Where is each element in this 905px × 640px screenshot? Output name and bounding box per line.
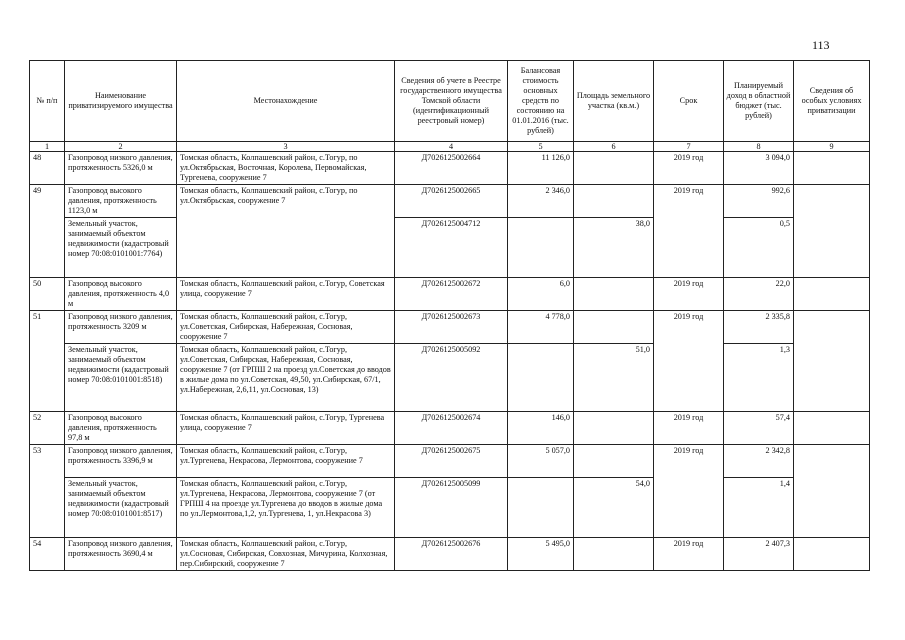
- row-income: 57,4: [724, 412, 794, 445]
- row-area: [574, 412, 654, 445]
- row-location: Томская область, Колпашевский район, с.Тогур, ул.Тургенева, Некрасова, Лермонтова, сооружение 7: [177, 445, 395, 478]
- row-name: Газопровод низкого давления, протяженность 3396,9 м: [65, 445, 177, 478]
- row-num: 53: [30, 445, 65, 538]
- row-registry: Д7026125002673: [395, 311, 508, 344]
- row-term: 2019 год: [654, 152, 724, 185]
- row-area: [574, 311, 654, 344]
- row-registry: Д7026125002675: [395, 445, 508, 478]
- row-num: 51: [30, 311, 65, 412]
- row-area: [574, 152, 654, 185]
- col-number: 9: [794, 142, 870, 152]
- header-num: № п/п: [30, 61, 65, 142]
- row-registry: Д7026125002665: [395, 185, 508, 218]
- row-area: [574, 185, 654, 218]
- header-conditions: Сведения об особых условиях приватизации: [794, 61, 870, 142]
- row-income: 2 407,3: [724, 538, 794, 571]
- header-income: Планируемый доход в областной бюджет (тыс. рублей): [724, 61, 794, 142]
- row-location: Томская область, Колпашевский район, с.Тогур, ул.Тургенева, Некрасова, Лермонтова, сооружение 7 (от ГРПШ 4 на проезде ул.Тургенева до вводов в жилые дома по ул.Лермонтова,1,2, ул.Тургенева, 1, ул.Некрасова 3): [177, 478, 395, 538]
- row-location: Томская область, Колпашевский район, с.Тогур, Тургенева улица, сооружение 7: [177, 412, 395, 445]
- row-conditions: [794, 412, 870, 445]
- row-area: [574, 538, 654, 571]
- row-conditions: [794, 311, 870, 412]
- row-registry: Д7026125005099: [395, 478, 508, 538]
- table-row: [30, 445, 870, 478]
- row-num: 50: [30, 278, 65, 311]
- row-income: 2 342,8: [724, 445, 794, 478]
- row-term: 2019 год: [654, 445, 724, 538]
- header-balance: Балансовая стоимость основных средств по состоянию на 01.01.2016 (тыс. рублей): [508, 61, 574, 142]
- table-row: [30, 311, 870, 344]
- row-income: 1,4: [724, 478, 794, 538]
- row-registry: Д7026125002664: [395, 152, 508, 185]
- row-conditions: [794, 152, 870, 185]
- header-name: Наименование приватизируемого имущества: [65, 61, 177, 142]
- table-header-row: [30, 61, 870, 142]
- header-area: Площадь земельного участка (кв.м.): [574, 61, 654, 142]
- row-conditions: [794, 278, 870, 311]
- row-area: 51,0: [574, 344, 654, 412]
- row-balance: 6,0: [508, 278, 574, 311]
- row-num: 54: [30, 538, 65, 571]
- row-income: 3 094,0: [724, 152, 794, 185]
- row-term: 2019 год: [654, 412, 724, 445]
- row-balance: 5 057,0: [508, 445, 574, 478]
- row-registry: Д7026125002676: [395, 538, 508, 571]
- row-area: [574, 445, 654, 478]
- header-registry: Сведения об учете в Реестре государственного имущества Томской области (идентификационный реестровый номер): [395, 61, 508, 142]
- header-location: Местонахождение: [177, 61, 395, 142]
- row-balance: [508, 478, 574, 538]
- row-num: 52: [30, 412, 65, 445]
- row-name: Газопровод низкого давления, протяженность 5326,0 м: [65, 152, 177, 185]
- row-name: Земельный участок, занимаемый объектом недвижимости (кадастровый номер 70:08:0101001:8518): [65, 344, 177, 412]
- row-area: [574, 278, 654, 311]
- row-income: 2 335,8: [724, 311, 794, 344]
- row-registry: Д7026125005092: [395, 344, 508, 412]
- row-num: 49: [30, 185, 65, 278]
- table-row: [30, 478, 870, 538]
- col-number: 3: [177, 142, 395, 152]
- col-number: 1: [30, 142, 65, 152]
- table-row: [30, 344, 870, 412]
- row-location: Томская область, Колпашевский район, с.Тогур, по ул.Октябрьская, Восточная, Королева, Первомайская, Тургенева, сооружение 7: [177, 152, 395, 185]
- col-number: 4: [395, 142, 508, 152]
- col-number: 2: [65, 142, 177, 152]
- table-row: [30, 218, 870, 278]
- row-conditions: [794, 445, 870, 538]
- row-name: Земельный участок, занимаемый объектом недвижимости (кадастровый номер 70:08:0101001:7764): [65, 218, 177, 278]
- row-name: Земельный участок, занимаемый объектом недвижимости (кадастровый номер 70:08:0101001:8517): [65, 478, 177, 538]
- row-location: Томская область, Колпашевский район, с.Тогур, ул.Советская, Сибирская, Набережная, Сосновая, сооружение 7: [177, 311, 395, 344]
- row-term: 2019 год: [654, 311, 724, 412]
- col-number: 8: [724, 142, 794, 152]
- row-term: 2019 год: [654, 185, 724, 278]
- row-term: 2019 год: [654, 278, 724, 311]
- row-location: Томская область, Колпашевский район, с.Тогур, по ул.Октябрьская, сооружение 7: [177, 185, 395, 278]
- col-number: 5: [508, 142, 574, 152]
- row-conditions: [794, 538, 870, 571]
- row-name: Газопровод высокого давления, протяженность 97,8 м: [65, 412, 177, 445]
- row-registry: Д7026125004712: [395, 218, 508, 278]
- row-location: Томская область, Колпашевский район, с.Тогур, ул.Сосновая, Сибирская, Совхозная, Мичурина, Колхозная, пер.Сибирский, сооружение 7: [177, 538, 395, 571]
- row-name: Газопровод высокого давления, протяженность 1123,0 м: [65, 185, 177, 218]
- row-income: 1,3: [724, 344, 794, 412]
- table-row: [30, 412, 870, 445]
- row-area: 54,0: [574, 478, 654, 538]
- row-balance: 4 778,0: [508, 311, 574, 344]
- table-row: [30, 152, 870, 185]
- row-name: Газопровод низкого давления, протяженность 3690,4 м: [65, 538, 177, 571]
- row-area: 38,0: [574, 218, 654, 278]
- table-row: [30, 185, 870, 218]
- row-balance: [508, 218, 574, 278]
- row-location: Томская область, Колпашевский район, с.Тогур, Советская улица, сооружение 7: [177, 278, 395, 311]
- row-balance: 2 346,0: [508, 185, 574, 218]
- row-conditions: [794, 185, 870, 278]
- row-income: 0,5: [724, 218, 794, 278]
- row-term: 2019 год: [654, 538, 724, 571]
- page-number: 113: [812, 38, 830, 52]
- column-number-row: [30, 142, 870, 152]
- row-name: Газопровод низкого давления, протяженность 3209 м: [65, 311, 177, 344]
- header-term: Срок: [654, 61, 724, 142]
- row-income: 992,6: [724, 185, 794, 218]
- row-balance: 11 126,0: [508, 152, 574, 185]
- privatization-table: [29, 60, 870, 571]
- row-balance: 5 495,0: [508, 538, 574, 571]
- table-row: [30, 538, 870, 571]
- row-registry: Д7026125002674: [395, 412, 508, 445]
- col-number: 6: [574, 142, 654, 152]
- row-registry: Д7026125002672: [395, 278, 508, 311]
- row-balance: 146,0: [508, 412, 574, 445]
- row-num: 48: [30, 152, 65, 185]
- row-location: Томская область, Колпашевский район, с.Тогур, ул.Советская, Сибирская, Набережная, Сосновая, сооружение 7 (от ГРПШ 2 на проезд ул.Советская до вводов в жилые дома по ул.Советская, 49,50, ул.Сибирская, 67/1, ул.Набережная, 2,6,11, ул.Сосновая, 13): [177, 344, 395, 412]
- row-income: 22,0: [724, 278, 794, 311]
- table-row: [30, 278, 870, 311]
- col-number: 7: [654, 142, 724, 152]
- row-balance: [508, 344, 574, 412]
- row-name: Газопровод высокого давления, протяженность 4,0 м: [65, 278, 177, 311]
